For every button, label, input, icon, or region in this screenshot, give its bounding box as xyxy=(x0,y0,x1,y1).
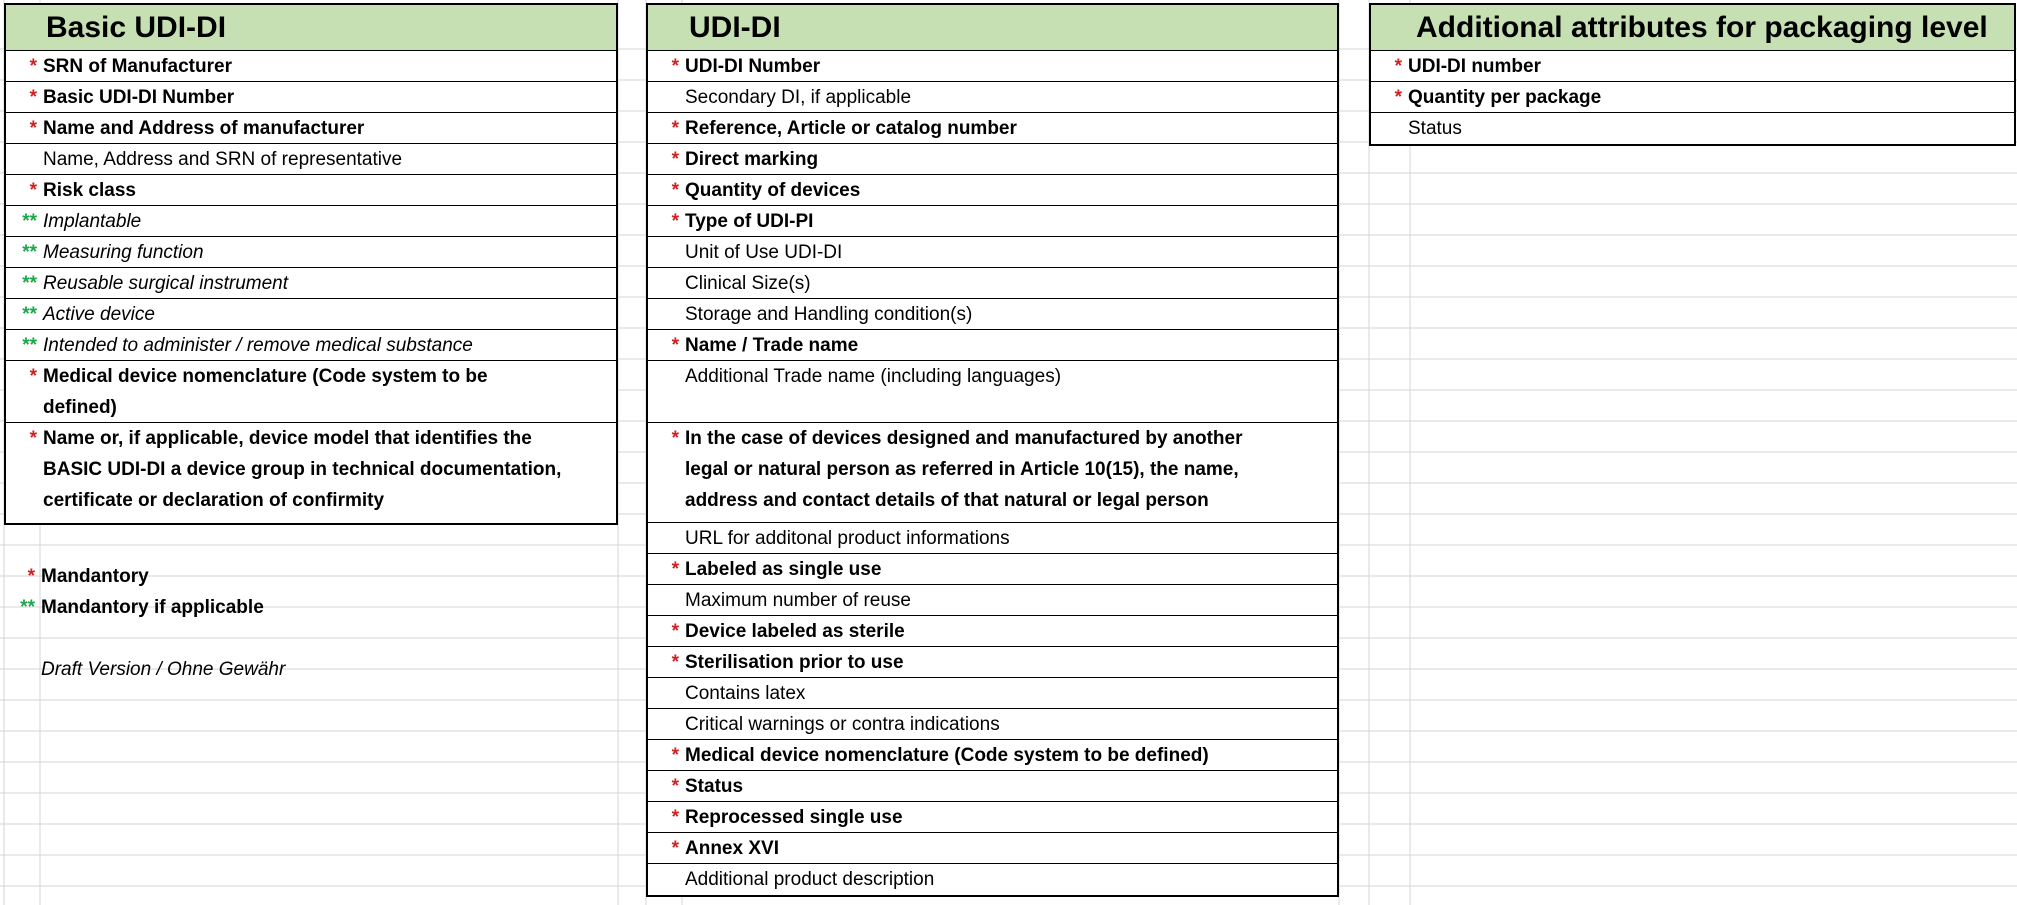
requirement-marker: ** xyxy=(22,211,37,232)
table-row[interactable] xyxy=(648,113,1337,144)
requirement-marker: * xyxy=(671,745,679,766)
row-label: Measuring function xyxy=(43,242,204,263)
requirement-marker: * xyxy=(671,335,679,356)
basic-udi-di-header[interactable] xyxy=(6,5,616,51)
table-row[interactable] xyxy=(648,268,1337,299)
row-label: Type of UDI-PI xyxy=(685,211,814,232)
table-row[interactable] xyxy=(648,523,1337,554)
draft-note: Draft Version / Ohne Gewähr xyxy=(41,659,286,680)
table-row[interactable] xyxy=(648,554,1337,585)
table-row[interactable] xyxy=(6,330,616,361)
table-row[interactable] xyxy=(648,82,1337,113)
row-label-line: In the case of devices designed and manufactured by another xyxy=(685,428,1243,449)
row-label: Contains latex xyxy=(685,683,806,704)
requirement-marker: * xyxy=(29,366,37,387)
row-label: Name / Trade name xyxy=(685,335,859,356)
requirement-marker: * xyxy=(671,149,679,170)
requirement-marker: * xyxy=(29,180,37,201)
udi-di-rows xyxy=(648,51,1337,895)
row-label: URL for additonal product informations xyxy=(685,528,1010,549)
mandatory-marker: * xyxy=(27,566,35,587)
requirement-marker: * xyxy=(671,428,679,449)
udi-di-header[interactable] xyxy=(648,5,1337,51)
row-label: Status xyxy=(1408,118,1462,139)
row-label: Device labeled as sterile xyxy=(685,621,905,642)
row-label: Basic UDI-DI Number xyxy=(43,87,235,108)
basic-udi-di-table xyxy=(4,3,618,525)
table-row[interactable] xyxy=(6,206,616,237)
row-label: UDI-DI Number xyxy=(685,56,821,77)
requirement-marker: * xyxy=(671,776,679,797)
table-row[interactable] xyxy=(6,51,616,82)
requirement-marker: * xyxy=(671,56,679,77)
row-label xyxy=(685,423,1242,516)
table-row[interactable] xyxy=(648,771,1337,802)
requirement-marker: * xyxy=(671,118,679,139)
table-row[interactable] xyxy=(648,616,1337,647)
row-label: Name, Address and SRN of representative xyxy=(43,149,403,170)
table-row[interactable] xyxy=(648,709,1337,740)
requirement-marker: ** xyxy=(22,304,37,325)
table-row[interactable] xyxy=(648,678,1337,709)
row-label: Medical device nomenclature (Code system to be defined) xyxy=(685,745,1209,766)
table-row[interactable] xyxy=(648,647,1337,678)
row-label: Maximum number of reuse xyxy=(685,590,911,611)
row-label: Quantity per package xyxy=(1408,87,1602,108)
row-label: Reusable surgical instrument xyxy=(43,273,289,294)
if-applicable-label: Mandantory if applicable xyxy=(41,597,264,618)
packaging-header[interactable] xyxy=(1371,5,2014,51)
table-row[interactable] xyxy=(1371,82,2014,113)
packaging-rows xyxy=(1371,51,2014,144)
row-label: SRN of Manufacturer xyxy=(43,56,232,77)
requirement-marker: * xyxy=(671,807,679,828)
table-row[interactable] xyxy=(648,740,1337,771)
table-row[interactable] xyxy=(648,144,1337,175)
basic-udi-di-title: Basic UDI-DI xyxy=(46,10,227,44)
table-row[interactable] xyxy=(6,299,616,330)
row-label: Additional Trade name (including languages) xyxy=(685,366,1062,387)
table-row[interactable] xyxy=(1371,113,2014,144)
row-label: Critical warnings or contra indications xyxy=(685,714,1000,735)
requirement-marker: * xyxy=(29,428,37,449)
row-label: Risk class xyxy=(43,180,136,201)
requirement-marker: * xyxy=(671,838,679,859)
row-label: Labeled as single use xyxy=(685,559,882,580)
row-label-line: legal or natural person as referred in Article 10(15), the name, xyxy=(685,459,1239,480)
row-label-line: address and contact details of that natural or legal person xyxy=(685,490,1209,511)
table-row[interactable] xyxy=(648,237,1337,268)
row-label: UDI-DI number xyxy=(1408,56,1541,77)
requirement-marker: * xyxy=(29,118,37,139)
legend-if-applicable[interactable] xyxy=(4,592,264,623)
packaging-table xyxy=(1369,3,2016,146)
table-row[interactable] xyxy=(6,144,616,175)
requirement-marker: * xyxy=(1394,56,1402,77)
row-label xyxy=(43,361,488,423)
udi-di-title: UDI-DI xyxy=(689,10,781,44)
row-label-line: defined) xyxy=(43,397,117,418)
table-row[interactable] xyxy=(648,585,1337,616)
table-row[interactable] xyxy=(6,268,616,299)
udi-di-table xyxy=(646,3,1339,897)
table-row[interactable] xyxy=(648,833,1337,864)
mandatory-label: Mandantory xyxy=(41,566,149,587)
table-row[interactable] xyxy=(6,175,616,206)
table-row[interactable] xyxy=(648,864,1337,895)
table-row[interactable] xyxy=(648,423,1337,523)
requirement-marker: * xyxy=(671,211,679,232)
table-row[interactable] xyxy=(648,51,1337,82)
row-label: Active device xyxy=(43,304,155,325)
row-label: Secondary DI, if applicable xyxy=(685,87,912,108)
row-label: Reference, Article or catalog number xyxy=(685,118,1017,139)
table-row[interactable] xyxy=(648,175,1337,206)
basic-udi-di-rows xyxy=(6,51,616,523)
requirement-marker: * xyxy=(671,559,679,580)
row-label-line: Name or, if applicable, device model that identifies the xyxy=(43,428,532,449)
table-row[interactable] xyxy=(6,237,616,268)
row-label: Additional product description xyxy=(685,869,935,890)
table-row[interactable] xyxy=(648,361,1337,423)
row-label: Clinical Size(s) xyxy=(685,273,811,294)
row-label-line: Medical device nomenclature (Code system to be xyxy=(43,366,488,387)
requirement-marker: * xyxy=(29,56,37,77)
requirement-marker: ** xyxy=(22,335,37,356)
row-label: Quantity of devices xyxy=(685,180,861,201)
table-row[interactable] xyxy=(648,330,1337,361)
table-row[interactable] xyxy=(6,113,616,144)
row-label: Direct marking xyxy=(685,149,819,170)
requirement-marker: * xyxy=(1394,87,1402,108)
requirement-marker: * xyxy=(29,87,37,108)
table-row[interactable] xyxy=(1371,51,2014,82)
row-label: Intended to administer / remove medical substance xyxy=(43,335,473,356)
table-row[interactable] xyxy=(648,206,1337,237)
row-label: Sterilisation prior to use xyxy=(685,652,904,673)
row-label: Reprocessed single use xyxy=(685,807,903,828)
requirement-marker: * xyxy=(671,621,679,642)
row-label: Name and Address of manufacturer xyxy=(43,118,365,139)
packaging-title: Additional attributes for packaging level xyxy=(1416,10,1988,44)
requirement-marker: ** xyxy=(22,242,37,263)
row-label: Unit of Use UDI-DI xyxy=(685,242,843,263)
row-label: Implantable xyxy=(43,211,142,232)
row-label xyxy=(43,423,561,516)
table-row[interactable] xyxy=(648,802,1337,833)
legend-draft-note[interactable] xyxy=(4,654,285,685)
if-applicable-marker: ** xyxy=(20,597,35,618)
requirement-marker: * xyxy=(671,652,679,673)
row-label-line: BASIC UDI-DI a device group in technical documentation, xyxy=(43,459,562,480)
row-label: Annex XVI xyxy=(685,838,779,859)
legend-mandatory[interactable] xyxy=(4,561,149,592)
row-label-line: certificate or declaration of confirmity xyxy=(43,490,385,511)
table-row[interactable] xyxy=(6,82,616,113)
requirement-marker: ** xyxy=(22,273,37,294)
table-row[interactable] xyxy=(6,361,616,423)
table-row[interactable] xyxy=(648,299,1337,330)
requirement-marker: * xyxy=(671,180,679,201)
row-label: Status xyxy=(685,776,744,797)
row-label: Storage and Handling condition(s) xyxy=(685,304,973,325)
table-row[interactable] xyxy=(6,423,616,523)
